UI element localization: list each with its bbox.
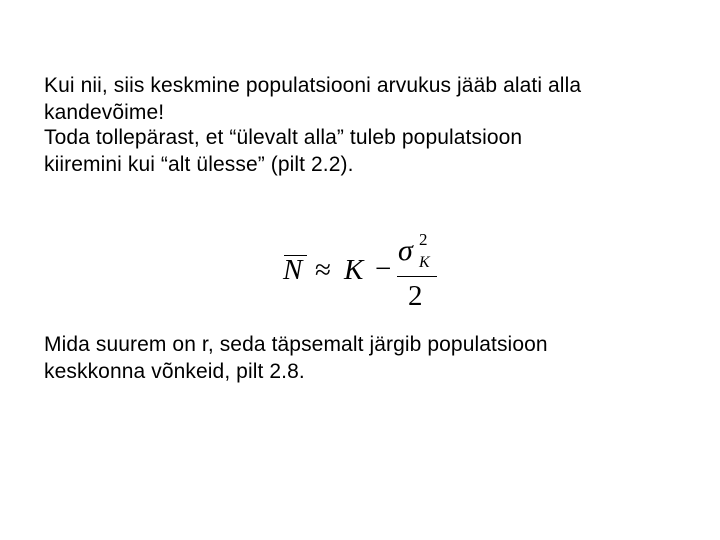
paragraph-1: [44, 72, 684, 126]
paragraph-3: [44, 331, 684, 385]
formula-fraction-bar: [397, 276, 437, 277]
paragraph-3-line-1: Mida suurem on r, seda täpsemalt järgib populatsioon: [44, 333, 548, 356]
population-formula: [280, 228, 450, 314]
formula-mean-n: N: [283, 254, 303, 286]
formula-k: K: [344, 254, 364, 286]
paragraph-2-line-1: Toda tollepärast, et “ülevalt alla” tuleb populatsioon: [44, 126, 523, 149]
formula-sigma-superscript: 2: [419, 230, 428, 249]
formula-minus-sign: −: [375, 253, 392, 285]
formula-sigma-subscript: K: [419, 254, 430, 271]
paragraph-3-line-2: keskkonna võnkeid, pilt 2.8.: [44, 360, 305, 383]
formula-mean-bar: [284, 255, 307, 256]
formula-sigma: σ: [398, 234, 413, 267]
paragraph-1-line-1: Kui nii, siis keskmine populatsiooni arvukus jääb alati alla: [44, 74, 582, 97]
paragraph-2: [44, 124, 684, 178]
formula-approx-sign: ≈: [315, 254, 331, 286]
formula-denominator: 2: [408, 280, 423, 312]
paragraph-2-line-2: kiiremini kui “alt ülesse” (pilt 2.2).: [44, 153, 354, 176]
paragraph-1-line-2: kandevõime!: [44, 101, 165, 124]
